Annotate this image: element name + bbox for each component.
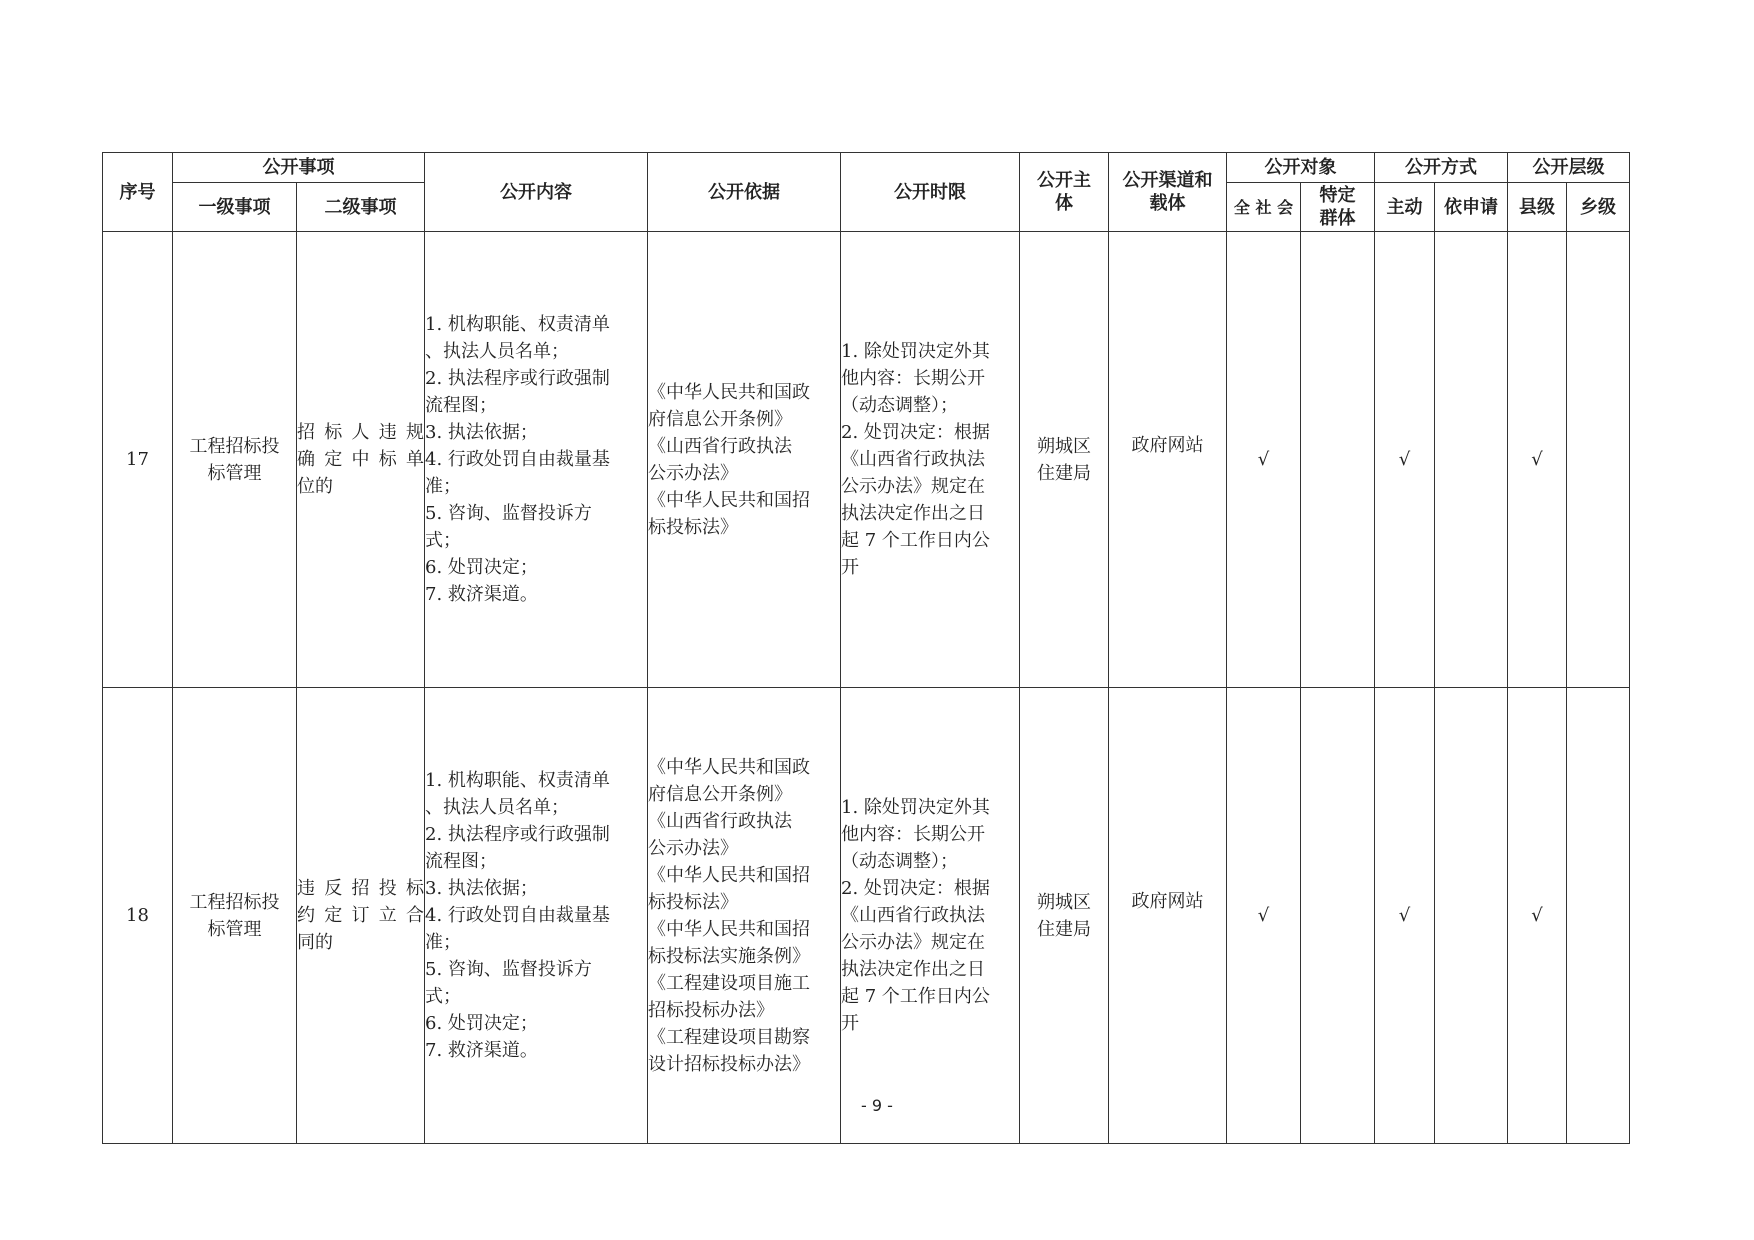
table-row [103, 688, 1630, 1144]
header-channel: 公开渠道和载体 [1109, 153, 1227, 232]
row-content: 1. 机构职能、权责清单 、执法人员名单； 2. 执法程序或行政强制 流程图； 3. 执法依据； 4. 行政处罚自由裁量基 准； 5. 咨询、监督投诉方 式； 6. 处罚决定； 7. 救济渠道。 [425, 688, 648, 1144]
header-method-active: 主动 [1375, 183, 1435, 232]
header-level: 公开层级 [1508, 153, 1630, 183]
row-channel: 政府网站 [1109, 688, 1227, 1144]
header-subject: 公开主体 [1020, 153, 1109, 232]
row-level2: 违反招投标 约定订立合 同的 [297, 688, 425, 1144]
header-level-county: 县级 [1508, 183, 1567, 232]
header-item: 公开事项 [173, 153, 425, 183]
row-time-limit: 1. 除处罚决定外其 他内容：长期公开 （动态调整）； 2. 处罚决定：根据 《山西省行政执法 公示办法》规定在 执法决定作出之日 起 7 个工作日内公 开 [841, 232, 1020, 688]
row-target-specific-check [1301, 232, 1375, 688]
header-seq: 序号 [103, 153, 173, 232]
disclosure-table [102, 152, 1630, 1144]
header-row-1 [103, 153, 1630, 183]
row-level2: 招标人违规 确定中标单 位的 [297, 232, 425, 688]
row-level1: 工程招标投 标管理 [173, 232, 297, 688]
header-time-limit: 公开时限 [841, 153, 1020, 232]
row-seq: 17 [103, 232, 173, 688]
header-target-specific: 特定群体 [1301, 183, 1375, 232]
disclosure-table-container [102, 152, 1629, 1144]
row-subject: 朔城区 住建局 [1020, 688, 1109, 1144]
header-target: 公开对象 [1227, 153, 1375, 183]
page-number: - 9 - [861, 1096, 893, 1115]
header-level-town: 乡级 [1567, 183, 1630, 232]
header-method: 公开方式 [1375, 153, 1508, 183]
row-subject: 朔城区 住建局 [1020, 232, 1109, 688]
header-level1: 一级事项 [173, 183, 297, 232]
row-level-county-check: √ [1508, 232, 1567, 688]
row-channel: 政府网站 [1109, 232, 1227, 688]
row-method-apply-check [1435, 688, 1508, 1144]
header-method-apply: 依申请 [1435, 183, 1508, 232]
row-basis: 《中华人民共和国政 府信息公开条例》 《山西省行政执法 公示办法》 《中华人民共和国招 标投标法》 《中华人民共和国招 标投标法实施条例》 《工程建设项目施工 招标投标办法》 《工程建设项目勘察 设计招标投标办法》 [648, 688, 841, 1144]
row-target-specific-check [1301, 688, 1375, 1144]
row-target-all-check: √ [1227, 232, 1301, 688]
row-target-all-check: √ [1227, 688, 1301, 1144]
row-level-county-check: √ [1508, 688, 1567, 1144]
header-basis: 公开依据 [648, 153, 841, 232]
header-content: 公开内容 [425, 153, 648, 232]
row-method-apply-check [1435, 232, 1508, 688]
row-seq: 18 [103, 688, 173, 1144]
row-method-active-check: √ [1375, 688, 1435, 1144]
row-level-town-check [1567, 232, 1630, 688]
row-content: 1. 机构职能、权责清单 、执法人员名单； 2. 执法程序或行政强制 流程图； 3. 执法依据； 4. 行政处罚自由裁量基 准； 5. 咨询、监督投诉方 式； 6. 处罚决定； 7. 救济渠道。 [425, 232, 648, 688]
row-basis: 《中华人民共和国政 府信息公开条例》 《山西省行政执法 公示办法》 《中华人民共和国招 标投标法》 [648, 232, 841, 688]
row-level1: 工程招标投 标管理 [173, 688, 297, 1144]
row-method-active-check: √ [1375, 232, 1435, 688]
header-level2: 二级事项 [297, 183, 425, 232]
table-row [103, 232, 1630, 688]
row-level-town-check [1567, 688, 1630, 1144]
header-target-all: 全 社 会 [1227, 183, 1301, 232]
row-time-limit: 1. 除处罚决定外其 他内容：长期公开 （动态调整）； 2. 处罚决定：根据 《山西省行政执法 公示办法》规定在 执法决定作出之日 起 7 个工作日内公 开 [841, 688, 1020, 1144]
